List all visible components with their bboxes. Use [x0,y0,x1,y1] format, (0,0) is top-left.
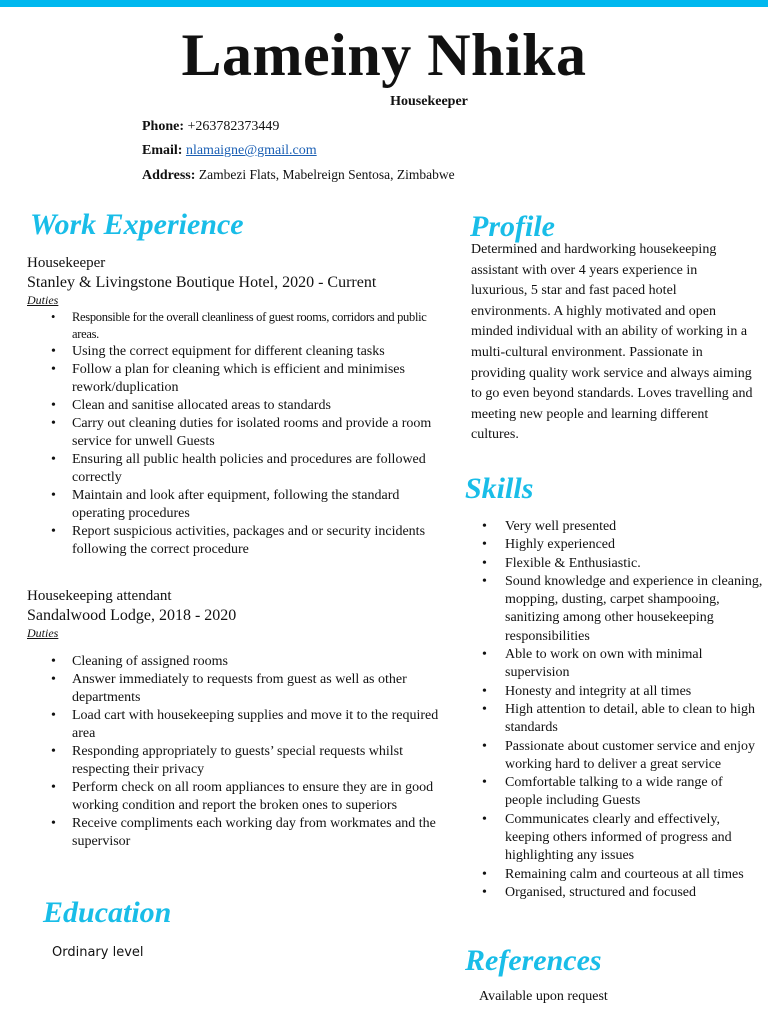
list-item: • Report suspicious activities, packages and or security incidents following the correct procedure [27,523,447,559]
list-item: • Flexible & Enthusiastic. [465,555,763,573]
list-item: • Sound knowledge and experience in cleaning, mopping, dusting, carpet shampooing, sanitizing among other housekeeping responsibilities [465,573,763,646]
job-2-role: Housekeeping attendant [27,588,172,604]
list-item: • Remaining calm and courteous at all times [465,866,763,884]
list-item: • Highly experienced [465,536,763,554]
job-title: Housekeeper [390,94,468,109]
education-item: Ordinary level [52,945,144,960]
list-item: • Cleaning of assigned rooms [27,653,447,671]
list-item: • Perform check on all room appliances to ensure they are in good working condition and report the broken ones to superiors [27,779,447,815]
job-1-duties-label: Duties [27,293,59,307]
list-item: • Communicates clearly and effectively, keeping others informed of progress and highlighting any issues [465,811,763,866]
phone-value: +263782373449 [187,119,280,134]
skills-list [465,518,763,902]
list-item: • Honesty and integrity at all times [465,683,763,701]
list-item: • Clean and sanitise allocated areas to standards [27,397,447,415]
email-link[interactable]: nlamaigne@gmail.com [185,143,317,158]
list-item: • Load cart with housekeeping supplies and move it to the required area [27,707,447,743]
email-label: Email: [142,143,183,158]
list-item: • Using the correct equipment for different cleaning tasks [27,343,447,361]
address-value: Zambezi Flats, Mabelreign Sentosa, Zimbabwe [198,167,455,182]
list-item: • Organised, structured and focused [465,884,763,902]
job-1-role: Housekeeper [27,255,106,271]
job-2-company: Sandalwood Lodge, 2018 - 2020 [27,607,237,624]
address-line [142,166,455,185]
address-label: Address: [142,168,196,183]
job-2-duties-list [27,653,447,851]
job-1 [27,254,447,559]
job-1-company: Stanley & Livingstone Boutique Hotel, 2020 - Current [27,274,377,291]
job-2 [27,587,447,851]
list-item: • Responsible for the overall cleanliness of guest rooms, corridors and public areas. [27,309,447,343]
top-accent-bar [0,0,768,7]
list-item: • Responding appropriately to guests’ special requests whilst respecting their privacy [27,743,447,779]
phone-label: Phone: [142,119,184,134]
job-1-duties-list [27,309,447,559]
list-item: • Able to work on own with minimal supervision [465,646,763,683]
education-heading: Education [43,896,172,929]
list-item: • Receive compliments each working day from workmates and the supervisor [27,815,447,851]
job-2-duties-label: Duties [27,626,59,640]
work-experience-heading: Work Experience [30,208,244,241]
list-item: • Ensuring all public health policies and procedures are followed correctly [27,451,447,487]
references-heading: References [465,944,602,977]
list-item: • Answer immediately to requests from guest as well as other departments [27,671,447,707]
list-item: • Carry out cleaning duties for isolated rooms and provide a room service for unwell Guests [27,415,447,451]
candidate-name: Lameiny Nhika [181,22,587,88]
profile-heading: Profile [470,210,555,243]
email-line [142,142,317,160]
list-item: • Very well presented [465,518,763,536]
profile-text: Determined and hardworking housekeeping assistant with over 4 years experience in luxurious, 5 star and fast paced hotel environments. A highly motivated and open minded individual with an ability of working in a multi-cultural environment. Passionate in providing quality work service and always aiming to go even beyond standards. Loves travelling and meeting new people and learning different cultures. [471,242,753,443]
skills-heading: Skills [465,472,534,505]
list-item: • Passionate about customer service and enjoy working hard to deliver a great service [465,738,763,775]
list-item: • Follow a plan for cleaning which is efficient and minimises rework/duplication [27,361,447,397]
references-text: Available upon request [479,989,608,1004]
list-item: • Comfortable talking to a wide range of people including Guests [465,774,763,811]
phone-line [142,118,279,136]
list-item: • Maintain and look after equipment, following the standard operating procedures [27,487,447,523]
list-item: • High attention to detail, able to clean to high standards [465,701,763,738]
